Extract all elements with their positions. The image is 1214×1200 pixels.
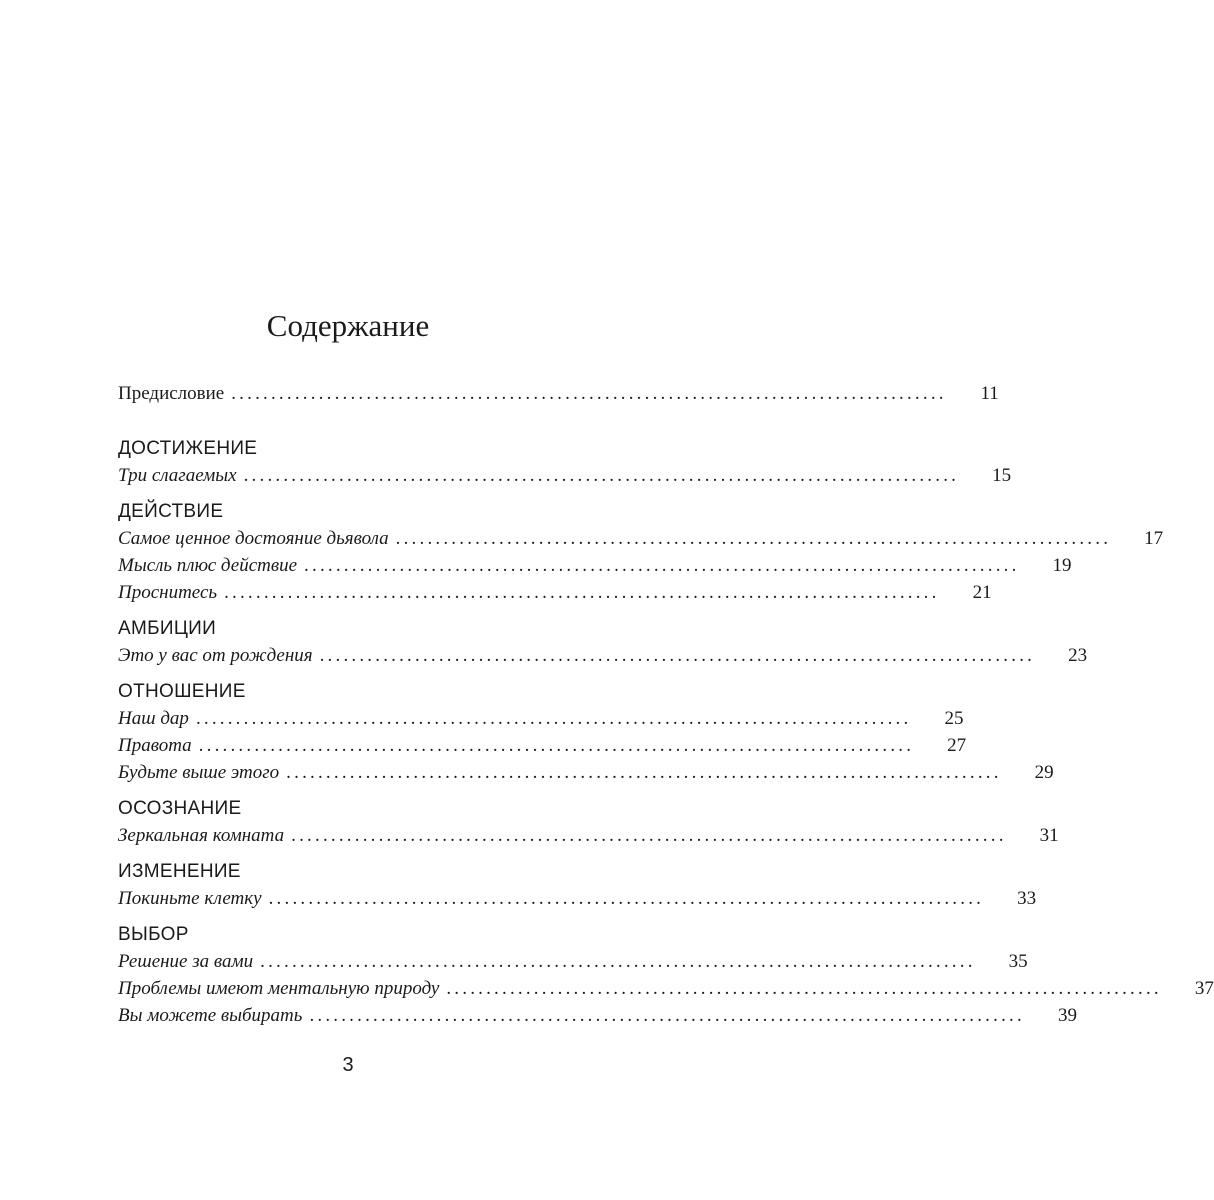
toc-entry[interactable] [118,579,992,606]
toc-entry[interactable] [118,759,1054,786]
toc-entry-title: Вы можете выбирать [118,1005,303,1026]
toc-entry[interactable] [118,525,1164,552]
page-title: Содержание [266,308,430,343]
toc-entry[interactable] [118,885,1037,912]
section-heading: ИЗМЕНЕНИЕ [118,861,241,882]
toc-page-number: 23 [1068,645,1088,666]
toc-page-number: 15 [992,465,1012,486]
toc-page-number: 25 [944,708,964,729]
toc-page-number: 17 [1144,528,1164,549]
toc-page-number: 11 [980,383,999,404]
toc-entry[interactable] [118,822,1059,849]
dot-leader: .......................................................................................... [231,383,947,404]
dot-leader: .......................................................................................... [243,465,960,486]
toc-page-number: 21 [972,582,992,603]
toc-entry-preface[interactable] [118,380,999,407]
toc-entry-title: Правота [118,735,192,756]
toc-entry-title: Самое ценное достояние дьявола [118,528,389,549]
toc-entry-title: Мысль плюс действие [118,555,298,576]
toc-entry[interactable] [118,705,964,732]
dot-leader: .......................................................................................... [309,1005,1025,1026]
dot-leader: .......................................................................................... [304,555,1020,576]
toc-page-number: 27 [947,735,967,756]
toc-page-number: 35 [1008,951,1028,972]
toc-entry-title: Проблемы имеют ментальную природу [118,978,440,999]
toc-entry-title: Предисловие [118,383,225,404]
dot-leader: .......................................................................................... [395,528,1112,549]
toc-entry[interactable] [118,552,1072,579]
toc-entry-title: Это у вас от рождения [118,645,313,666]
toc-entry-title: Решение за вами [118,951,254,972]
toc-entry[interactable] [118,462,1012,489]
section-heading: ДЕЙСТВИЕ [118,501,224,522]
section-heading: ОТНОШЕНИЕ [118,681,246,702]
section-heading: ВЫБОР [118,924,189,945]
section-heading: ОСОЗНАНИЕ [118,798,242,819]
toc-entry-title: Зеркальная комната [118,825,285,846]
toc-page-number: 39 [1057,1005,1077,1026]
toc-page-number: 37 [1194,978,1214,999]
dot-leader: .......................................................................................... [268,888,985,909]
toc-entry[interactable] [118,642,1088,669]
toc-entry[interactable] [118,975,1214,1002]
toc-entry[interactable] [118,1002,1077,1029]
toc-page-number: 19 [1052,555,1072,576]
dot-leader: .......................................................................................... [446,978,1162,999]
dot-leader: .......................................................................................... [319,645,1036,666]
dot-leader: .......................................................................................... [260,951,976,972]
toc-page-number: 33 [1017,888,1037,909]
toc-entry-title: Наш дар [118,708,189,729]
table-of-contents [118,380,1214,1029]
toc-page-number: 29 [1034,762,1054,783]
page-folio: 3 [342,1054,354,1076]
dot-leader: .......................................................................................... [198,735,915,756]
dot-leader: .......................................................................................... [224,582,940,603]
section-heading: ДОСТИЖЕНИЕ [118,438,258,459]
toc-entry[interactable] [118,732,967,759]
dot-leader: .......................................................................................... [286,762,1002,783]
toc-entry-title: Будьте выше этого [118,762,280,783]
toc-entry-title: Покиньте клетку [118,888,262,909]
toc-entry[interactable] [118,948,1028,975]
toc-entry-title: Три слагаемых [118,465,237,486]
toc-entry-title: Проснитесь [118,582,218,603]
dot-leader: .......................................................................................... [291,825,1007,846]
dot-leader: .......................................................................................... [195,708,912,729]
section-heading: АМБИЦИИ [118,618,217,639]
toc-page-number: 31 [1039,825,1059,846]
